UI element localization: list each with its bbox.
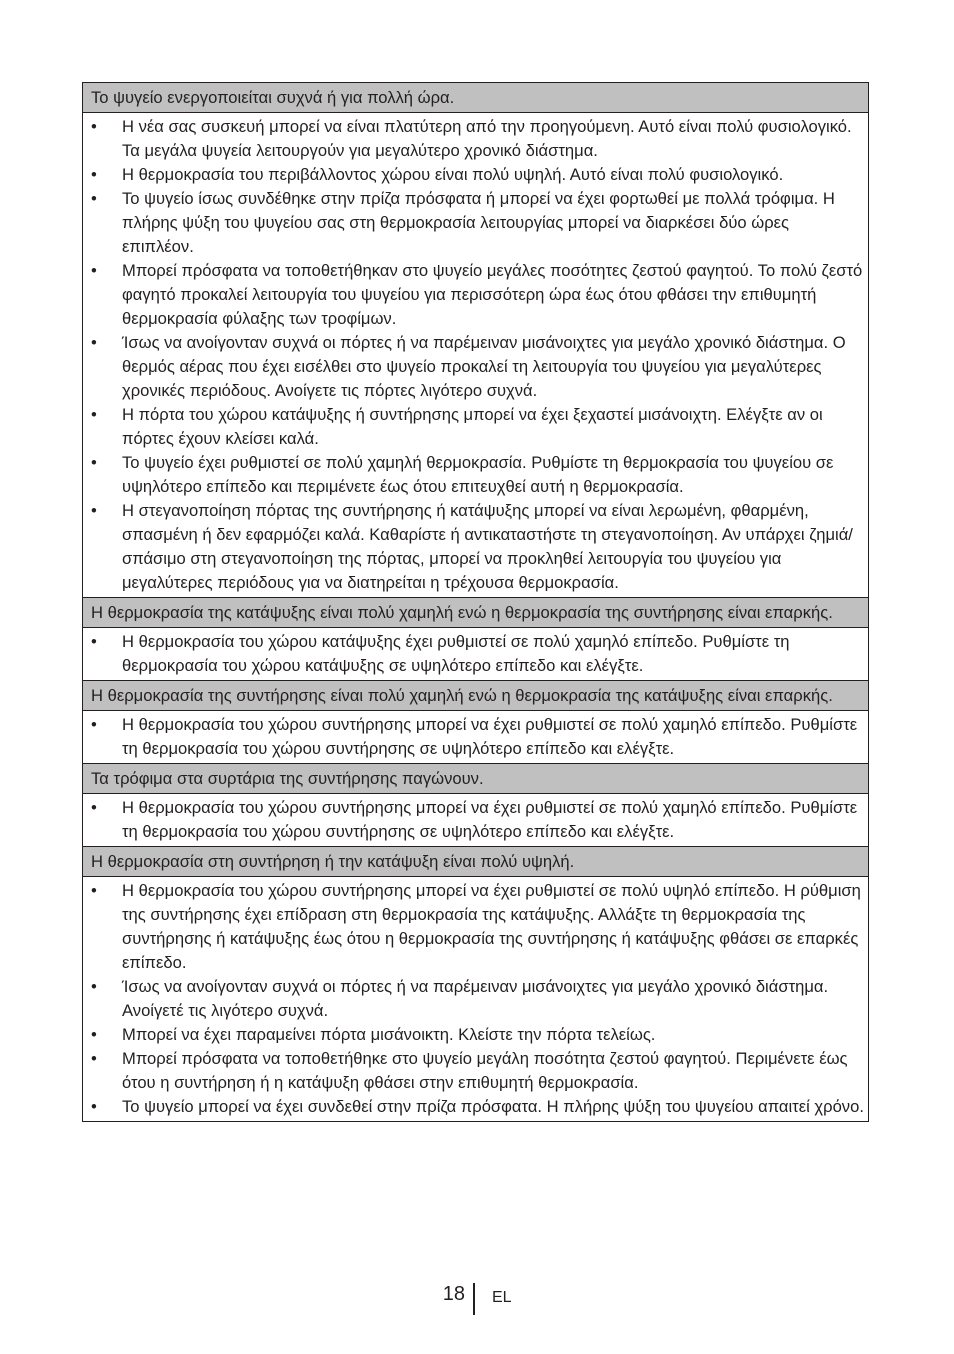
bullet-icon: •	[91, 189, 97, 208]
list-item-text: Το ψυγείο έχει ρυθμιστεί σε πολύ χαμηλή θερμοκρασία. Ρυθμίστε τη θερμοκρασία του ψυγείου σε υψηλότερο επίπεδο και περιμένετε έως ότου επιτευχθεί αυτή η θερμοκρασία.	[122, 453, 834, 496]
bullet-icon: •	[91, 165, 97, 184]
list-item-text: Η πόρτα του χώρου κατάψυξης ή συντήρησης μπορεί να έχει ξεχαστεί μισάνοιχτη. Ελέγξτε αν οι πόρτες έχουν κλείσει καλά.	[122, 405, 823, 448]
bullet-list	[91, 630, 864, 678]
bullet-icon: •	[91, 405, 97, 424]
bullet-icon: •	[91, 1049, 97, 1068]
list-item-text: Το ψυγείο ίσως συνδέθηκε στην πρίζα πρόσφατα ή μπορεί να έχει φορτωθεί με πολλά τρόφιμα. Η πλήρης ψύξη του ψυγείου σας στη θερμοκρασία λειτουργίας μπορεί να διαρκέσει δύο ώρες επιπλέον.	[122, 189, 835, 256]
section-heading: Η θερμοκρασία της συντήρησης είναι πολύ χαμηλή ενώ η θερμοκρασία της κατάψυξης είναι επαρκής.	[83, 681, 868, 711]
section-heading: Η θερμοκρασία στη συντήρηση ή την κατάψυξη είναι πολύ υψηλή.	[83, 847, 868, 877]
list-item	[91, 713, 864, 761]
bullet-icon: •	[91, 117, 97, 136]
list-item	[91, 331, 864, 403]
list-item-text: Η θερμοκρασία του χώρου συντήρησης μπορεί να έχει ρυθμιστεί σε πολύ χαμηλό επίπεδο. Ρυθμίστε τη θερμοκρασία του χώρου συντήρησης σε υψηλότερο επίπεδο και ελέγξτε.	[122, 715, 858, 758]
list-item	[91, 451, 864, 499]
bullet-icon: •	[91, 501, 97, 520]
section-body	[83, 711, 868, 764]
language-code: EL	[492, 1289, 512, 1306]
list-item	[91, 796, 864, 844]
bullet-icon: •	[91, 333, 97, 352]
list-item-text: Ίσως να ανοίγονταν συχνά οι πόρτες ή να παρέμειναν μισάνοιχτες για μεγάλο χρονικό διάστημα. Ανοίγετέ τις λιγότερο συχνά.	[122, 977, 829, 1020]
section-frequent-operation	[83, 83, 868, 598]
bullet-icon: •	[91, 977, 97, 996]
bullet-icon: •	[91, 632, 97, 651]
bullet-list	[91, 713, 864, 761]
bullet-icon: •	[91, 881, 97, 900]
list-item	[91, 403, 864, 451]
section-body	[83, 794, 868, 847]
section-body	[83, 113, 868, 598]
bullet-list	[91, 115, 864, 595]
list-item-text: Μπορεί πρόσφατα να τοποθετήθηκαν στο ψυγείο μεγάλες ποσότητες ζεστού φαγητού. Το πολύ ζεστό φαγητό προκαλεί λειτουργία του ψυγείου για περισσότερη ώρα έως ότου φθάσει την επιθυμητή θερμοκρασία φύλαξης των τροφίμων.	[122, 261, 863, 328]
bullet-icon: •	[91, 453, 97, 472]
list-item	[91, 499, 864, 595]
list-item	[91, 187, 864, 259]
section-heading: Το ψυγείο ενεργοποιείται συχνά ή για πολλή ώρα.	[83, 83, 868, 113]
bullet-icon: •	[91, 715, 97, 734]
list-item	[91, 115, 864, 163]
list-item	[91, 975, 864, 1023]
section-heading: Η θερμοκρασία της κατάψυξης είναι πολύ χαμηλή ενώ η θερμοκρασία της συντήρησης είναι επαρκής.	[83, 598, 868, 628]
section-temperature-too-high	[83, 847, 868, 1121]
list-item-text: Η νέα σας συσκευή μπορεί να είναι πλατύτερη από την προηγούμενη. Αυτό είναι πολύ φυσιολογικό. Τα μεγάλα ψυγεία λειτουργούν για μεγαλύτερο χρονικό διάστημα.	[122, 117, 852, 160]
section-freezer-too-cold	[83, 598, 868, 681]
list-item-text: Το ψυγείο μπορεί να έχει συνδεθεί στην πρίζα πρόσφατα. Η πλήρης ψύξη του ψυγείου απαιτεί χρόνο.	[122, 1097, 864, 1116]
list-item-text: Η θερμοκρασία του χώρου συντήρησης μπορεί να έχει ρυθμιστεί σε πολύ υψηλό επίπεδο. Η ρύθμιση της συντήρησης έχει επίδραση στη θερμοκρασία της κατάψυξης. Αλλάξτε τη θερμοκρασία της συντήρησης ή κατάψυξης έως ότου η θερμοκρασία της συντήρησης ή κατάψυξης φθάσει σε επαρκές επίπεδο.	[122, 881, 861, 972]
bullet-icon: •	[91, 1025, 97, 1044]
list-item-text: Ίσως να ανοίγονταν συχνά οι πόρτες ή να παρέμειναν μισάνοιχτες για μεγάλο χρονικό διάστημα. Ο θερμός αέρας που έχει εισέλθει στο ψυγείο προκαλεί τη λειτουργία του ψυγείου για μεγαλύτερες χρονικές περιόδους. Ανοίγετε τις πόρτες λιγότερο συχνά.	[122, 333, 846, 400]
list-item-text: Μπορεί να έχει παραμείνει πόρτα μισάνοικτη. Κλείστε την πόρτα τελείως.	[122, 1025, 656, 1044]
section-drawer-food-freezing	[83, 764, 868, 847]
list-item	[91, 1023, 864, 1047]
list-item-text: Η θερμοκρασία του χώρου συντήρησης μπορεί να έχει ρυθμιστεί σε πολύ χαμηλό επίπεδο. Ρυθμίστε τη θερμοκρασία του χώρου συντήρησης σε υψηλότερο επίπεδο και ελέγξτε.	[122, 798, 858, 841]
list-item	[91, 879, 864, 975]
list-item-text: Η θερμοκρασία του περιβάλλοντος χώρου είναι πολύ υψηλή. Αυτό είναι πολύ φυσιολογικό.	[122, 165, 784, 184]
section-heading: Τα τρόφιμα στα συρτάρια της συντήρησης παγώνουν.	[83, 764, 868, 794]
bullet-list	[91, 796, 864, 844]
bullet-icon: •	[91, 1097, 97, 1116]
list-item-text: Η θερμοκρασία του χώρου κατάψυξης έχει ρυθμιστεί σε πολύ χαμηλό επίπεδο. Ρυθμίστε τη θερμοκρασία του χώρου κατάψυξης σε υψηλότερο επίπεδο και ελέγξτε.	[122, 632, 790, 675]
section-fridge-too-cold	[83, 681, 868, 764]
page-footer	[0, 1280, 954, 1316]
bullet-icon: •	[91, 798, 97, 817]
bullet-icon: •	[91, 261, 97, 280]
list-item	[91, 1095, 864, 1119]
list-item	[91, 163, 864, 187]
list-item-text: Μπορεί πρόσφατα να τοποθετήθηκε στο ψυγείο μεγάλη ποσότητα ζεστού φαγητού. Περιμένετε έως ότου η συντήρηση ή η κατάψυξη φθάσει στην επιθυμητή θερμοκρασία.	[122, 1049, 848, 1092]
page-number: 18	[442, 1283, 465, 1305]
section-body	[83, 628, 868, 681]
bullet-list	[91, 879, 864, 1119]
list-item-text: Η στεγανοποίηση πόρτας της συντήρησης ή κατάψυξης μπορεί να είναι λερωμένη, φθαρμένη, σπασμένη ή δεν εφαρμόζει καλά. Καθαρίστε ή αντικαταστήστε τη στεγανοποίηση. Αν υπάρχει ζημιά/ σπάσιμο στη στεγανοποίηση της πόρτας, μπορεί να προκληθεί λειτουργία του ψυγείου για μεγαλύτερες περιόδους για να διατηρείται η τρέχουσα θερμοκρασία.	[122, 501, 853, 592]
footer-divider	[473, 1283, 475, 1315]
list-item	[91, 630, 864, 678]
list-item	[91, 259, 864, 331]
section-body	[83, 877, 868, 1121]
list-item	[91, 1047, 864, 1095]
troubleshooting-table	[82, 82, 869, 1122]
